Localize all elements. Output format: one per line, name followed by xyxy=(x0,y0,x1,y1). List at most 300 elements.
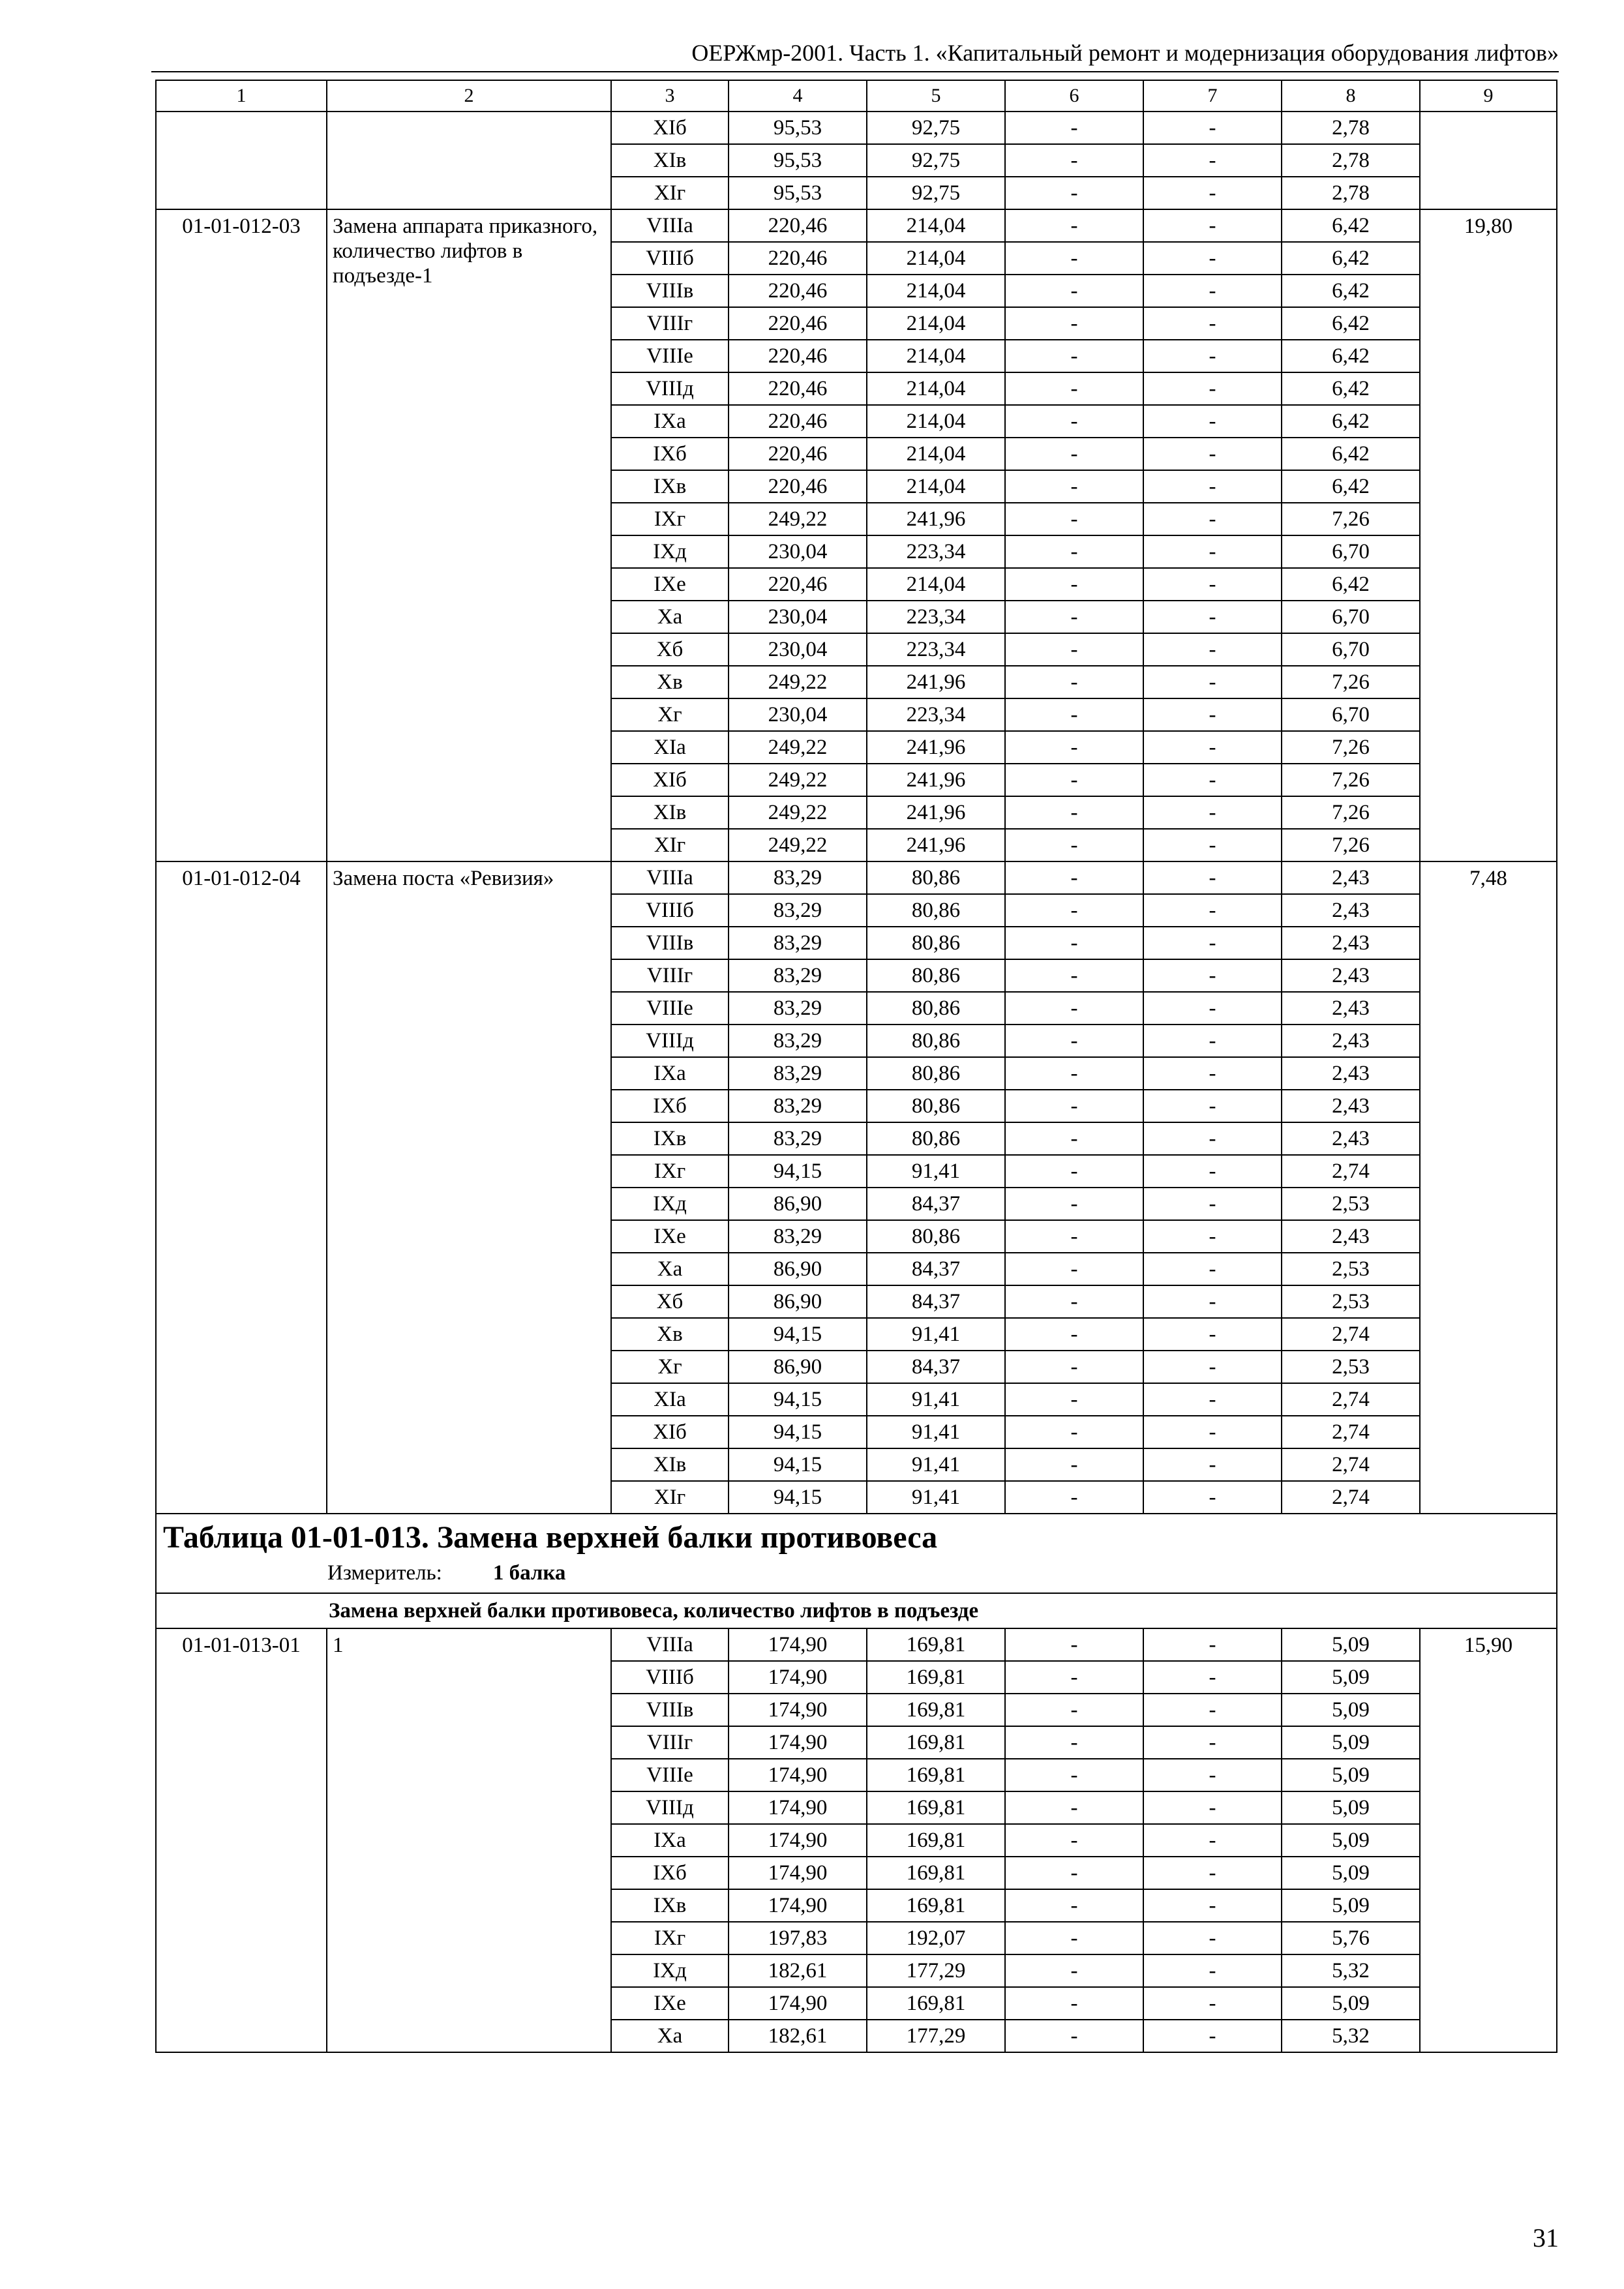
materials-cell: - xyxy=(1143,1824,1282,1857)
rate-class-cell: IXв xyxy=(611,1889,729,1922)
labor-cost-cell: 2,43 xyxy=(1282,1025,1420,1057)
total-cost-cell: 94,15 xyxy=(729,1481,867,1514)
machines-cell: - xyxy=(1005,307,1143,340)
column-number: 2 xyxy=(327,80,611,112)
wages-cell: 241,96 xyxy=(867,764,1005,796)
column-number: 3 xyxy=(611,80,729,112)
materials-cell: - xyxy=(1143,1759,1282,1791)
total-cost-cell: 174,90 xyxy=(729,1694,867,1726)
machines-cell: - xyxy=(1005,1057,1143,1090)
total-cost-cell: 197,83 xyxy=(729,1922,867,1954)
machines-cell: - xyxy=(1005,1857,1143,1889)
table-row xyxy=(156,861,1557,894)
wages-cell: 84,37 xyxy=(867,1351,1005,1383)
labor-cost-cell: 2,78 xyxy=(1282,144,1420,177)
rate-class-cell: XIг xyxy=(611,829,729,861)
total-cost-cell: 249,22 xyxy=(729,829,867,861)
machines-cell: - xyxy=(1005,340,1143,372)
labor-cost-cell: 6,70 xyxy=(1282,698,1420,731)
labor-cost-cell: 5,09 xyxy=(1282,1661,1420,1694)
wages-cell: 214,04 xyxy=(867,209,1005,242)
total-cost-cell: 220,46 xyxy=(729,405,867,438)
total-cost-cell: 220,46 xyxy=(729,372,867,405)
labor-cost-cell: 2,43 xyxy=(1282,861,1420,894)
description-cell xyxy=(327,112,611,209)
rate-class-cell: XIв xyxy=(611,1448,729,1481)
labor-cost-cell: 2,78 xyxy=(1282,112,1420,144)
labor-cost-cell: 2,74 xyxy=(1282,1383,1420,1416)
machines-cell: - xyxy=(1005,1383,1143,1416)
total-cost-cell: 249,22 xyxy=(729,731,867,764)
rate-class-cell: XIб xyxy=(611,764,729,796)
labor-cost-cell: 6,42 xyxy=(1282,405,1420,438)
materials-cell: - xyxy=(1143,1661,1282,1694)
materials-cell: - xyxy=(1143,470,1282,503)
machines-cell: - xyxy=(1005,1824,1143,1857)
rate-class-cell: XIа xyxy=(611,1383,729,1416)
rate-class-cell: Xв xyxy=(611,666,729,698)
rate-class-cell: IXд xyxy=(611,1188,729,1220)
wages-cell: 214,04 xyxy=(867,340,1005,372)
total-cost-cell: 94,15 xyxy=(729,1318,867,1351)
labor-cost-cell: 5,09 xyxy=(1282,1857,1420,1889)
machines-cell: - xyxy=(1005,601,1143,633)
machines-cell: - xyxy=(1005,1025,1143,1057)
machines-cell: - xyxy=(1005,1694,1143,1726)
total-cost-cell: 83,29 xyxy=(729,1122,867,1155)
rate-class-cell: IXб xyxy=(611,1090,729,1122)
unit-label: Измеритель: xyxy=(327,1561,442,1585)
rate-class-cell: IXа xyxy=(611,405,729,438)
materials-cell: - xyxy=(1143,307,1282,340)
rate-class-cell: Xб xyxy=(611,1285,729,1318)
materials-cell: - xyxy=(1143,1791,1282,1824)
materials-cell: - xyxy=(1143,1285,1282,1318)
wages-cell: 241,96 xyxy=(867,731,1005,764)
materials-cell: - xyxy=(1143,1253,1282,1285)
total-cost-cell: 174,90 xyxy=(729,1628,867,1661)
wages-cell: 92,75 xyxy=(867,112,1005,144)
materials-cell: - xyxy=(1143,1857,1282,1889)
machines-cell: - xyxy=(1005,1188,1143,1220)
total-cost-cell: 174,90 xyxy=(729,1661,867,1694)
labor-cost-cell: 2,43 xyxy=(1282,1220,1420,1253)
total-cost-cell: 94,15 xyxy=(729,1155,867,1188)
rate-class-cell: VIIIе xyxy=(611,1759,729,1791)
machines-cell: - xyxy=(1005,568,1143,601)
total-cost-cell: 83,29 xyxy=(729,992,867,1025)
rate-class-cell: XIг xyxy=(611,177,729,209)
rate-class-cell: VIIIг xyxy=(611,307,729,340)
labor-cost-cell: 5,09 xyxy=(1282,1791,1420,1824)
code-cell: 01-01-012-04 xyxy=(156,861,327,1514)
labor-cost-cell: 6,42 xyxy=(1282,438,1420,470)
rate-class-cell: IXг xyxy=(611,503,729,535)
rate-class-cell: IXг xyxy=(611,1922,729,1954)
materials-cell: - xyxy=(1143,1383,1282,1416)
labor-cost-cell: 7,26 xyxy=(1282,666,1420,698)
rate-class-cell: Xг xyxy=(611,698,729,731)
total-cost-cell: 220,46 xyxy=(729,307,867,340)
machines-cell: - xyxy=(1005,177,1143,209)
labor-cost-cell: 6,42 xyxy=(1282,242,1420,275)
wages-cell: 214,04 xyxy=(867,242,1005,275)
code-cell: 01-01-013-01 xyxy=(156,1628,327,2052)
rate-class-cell: XIг xyxy=(611,1481,729,1514)
materials-cell: - xyxy=(1143,1155,1282,1188)
column-number: 8 xyxy=(1282,80,1420,112)
machines-cell: - xyxy=(1005,438,1143,470)
materials-cell: - xyxy=(1143,275,1282,307)
rate-class-cell: VIIIе xyxy=(611,992,729,1025)
machines-cell: - xyxy=(1005,1351,1143,1383)
machines-cell: - xyxy=(1005,698,1143,731)
wages-cell: 169,81 xyxy=(867,1857,1005,1889)
table-row xyxy=(156,112,1557,144)
rate-class-cell: VIIIд xyxy=(611,372,729,405)
total-cell: 7,48 xyxy=(1420,861,1557,1514)
code-cell xyxy=(156,112,327,209)
rate-class-cell: XIб xyxy=(611,1416,729,1448)
wages-cell: 80,86 xyxy=(867,894,1005,927)
column-number: 4 xyxy=(729,80,867,112)
total-cost-cell: 94,15 xyxy=(729,1416,867,1448)
total-cost-cell: 174,90 xyxy=(729,1889,867,1922)
rate-class-cell: IXв xyxy=(611,470,729,503)
labor-cost-cell: 2,43 xyxy=(1282,927,1420,959)
materials-cell: - xyxy=(1143,959,1282,992)
labor-cost-cell: 5,09 xyxy=(1282,1628,1420,1661)
materials-cell: - xyxy=(1143,1726,1282,1759)
materials-cell: - xyxy=(1143,1188,1282,1220)
wages-cell: 177,29 xyxy=(867,2020,1005,2052)
labor-cost-cell: 2,43 xyxy=(1282,1057,1420,1090)
total-cost-cell: 220,46 xyxy=(729,275,867,307)
wages-cell: 80,86 xyxy=(867,1090,1005,1122)
machines-cell: - xyxy=(1005,1285,1143,1318)
total-cost-cell: 94,15 xyxy=(729,1383,867,1416)
wages-cell: 91,41 xyxy=(867,1383,1005,1416)
wages-cell: 177,29 xyxy=(867,1954,1005,1987)
wages-cell: 80,86 xyxy=(867,1220,1005,1253)
materials-cell: - xyxy=(1143,177,1282,209)
wages-cell: 84,37 xyxy=(867,1253,1005,1285)
rate-class-cell: VIIIв xyxy=(611,927,729,959)
wages-cell: 214,04 xyxy=(867,405,1005,438)
labor-cost-cell: 5,32 xyxy=(1282,2020,1420,2052)
total-cost-cell: 220,46 xyxy=(729,209,867,242)
total-cost-cell: 83,29 xyxy=(729,1090,867,1122)
running-header: ОЕРЖмр-2001. Часть 1. «Капитальный ремонт и модернизация оборудования лифтов» xyxy=(691,40,1559,66)
total-cost-cell: 174,90 xyxy=(729,1759,867,1791)
materials-cell: - xyxy=(1143,1448,1282,1481)
total-cost-cell: 86,90 xyxy=(729,1351,867,1383)
wages-cell: 214,04 xyxy=(867,470,1005,503)
labor-cost-cell: 5,09 xyxy=(1282,1889,1420,1922)
materials-cell: - xyxy=(1143,829,1282,861)
code-cell: 01-01-012-03 xyxy=(156,209,327,861)
materials-cell: - xyxy=(1143,1416,1282,1448)
wages-cell: 80,86 xyxy=(867,1057,1005,1090)
rate-class-cell: VIIIа xyxy=(611,861,729,894)
materials-cell: - xyxy=(1143,633,1282,666)
rates-table-body xyxy=(156,80,1557,2052)
wages-cell: 223,34 xyxy=(867,601,1005,633)
rate-class-cell: VIIIа xyxy=(611,1628,729,1661)
machines-cell: - xyxy=(1005,1318,1143,1351)
wages-cell: 214,04 xyxy=(867,372,1005,405)
labor-cost-cell: 2,53 xyxy=(1282,1285,1420,1318)
labor-cost-cell: 2,43 xyxy=(1282,992,1420,1025)
table-row xyxy=(156,1628,1557,1661)
wages-cell: 169,81 xyxy=(867,1759,1005,1791)
total-cost-cell: 95,53 xyxy=(729,144,867,177)
wages-cell: 169,81 xyxy=(867,1987,1005,2020)
materials-cell: - xyxy=(1143,405,1282,438)
total-cost-cell: 230,04 xyxy=(729,601,867,633)
column-number: 1 xyxy=(156,80,327,112)
unit-value: 1 балка xyxy=(492,1561,566,1585)
total-cost-cell: 83,29 xyxy=(729,959,867,992)
rate-class-cell: VIIIб xyxy=(611,894,729,927)
total-cost-cell: 83,29 xyxy=(729,927,867,959)
rate-class-cell: Xа xyxy=(611,2020,729,2052)
rate-class-cell: VIIIе xyxy=(611,340,729,372)
materials-cell: - xyxy=(1143,1090,1282,1122)
wages-cell: 214,04 xyxy=(867,568,1005,601)
labor-cost-cell: 2,74 xyxy=(1282,1416,1420,1448)
materials-cell: - xyxy=(1143,764,1282,796)
total-cost-cell: 249,22 xyxy=(729,796,867,829)
rate-class-cell: VIIIг xyxy=(611,1726,729,1759)
labor-cost-cell: 6,70 xyxy=(1282,633,1420,666)
wages-cell: 169,81 xyxy=(867,1824,1005,1857)
materials-cell: - xyxy=(1143,1057,1282,1090)
rate-class-cell: IXб xyxy=(611,438,729,470)
materials-cell: - xyxy=(1143,698,1282,731)
labor-cost-cell: 7,26 xyxy=(1282,731,1420,764)
wages-cell: 241,96 xyxy=(867,666,1005,698)
rate-class-cell: IXа xyxy=(611,1824,729,1857)
materials-cell: - xyxy=(1143,1889,1282,1922)
labor-cost-cell: 2,43 xyxy=(1282,959,1420,992)
total-cost-cell: 174,90 xyxy=(729,1791,867,1824)
total-cost-cell: 230,04 xyxy=(729,698,867,731)
materials-cell: - xyxy=(1143,535,1282,568)
labor-cost-cell: 2,43 xyxy=(1282,894,1420,927)
total-cost-cell: 220,46 xyxy=(729,470,867,503)
wages-cell: 80,86 xyxy=(867,861,1005,894)
rate-class-cell: XIа xyxy=(611,731,729,764)
machines-cell: - xyxy=(1005,1791,1143,1824)
labor-cost-cell: 6,42 xyxy=(1282,340,1420,372)
rate-class-cell: IXе xyxy=(611,568,729,601)
labor-cost-cell: 5,09 xyxy=(1282,1726,1420,1759)
materials-cell: - xyxy=(1143,209,1282,242)
rate-class-cell: IXв xyxy=(611,1122,729,1155)
wages-cell: 84,37 xyxy=(867,1285,1005,1318)
materials-cell: - xyxy=(1143,731,1282,764)
wages-cell: 91,41 xyxy=(867,1155,1005,1188)
table-title: Таблица 01-01-013. Замена верхней балки противовеса xyxy=(163,1520,938,1555)
labor-cost-cell: 5,32 xyxy=(1282,1954,1420,1987)
machines-cell: - xyxy=(1005,242,1143,275)
machines-cell: - xyxy=(1005,470,1143,503)
column-number-row xyxy=(156,80,1557,112)
materials-cell: - xyxy=(1143,2020,1282,2052)
total-cost-cell: 174,90 xyxy=(729,1857,867,1889)
total-cost-cell: 86,90 xyxy=(729,1188,867,1220)
description-cell: Замена аппарата приказного, количество лифтов в подъезде-1 xyxy=(327,209,611,861)
wages-cell: 91,41 xyxy=(867,1481,1005,1514)
materials-cell: - xyxy=(1143,1122,1282,1155)
rate-class-cell: IXе xyxy=(611,1220,729,1253)
wages-cell: 169,81 xyxy=(867,1661,1005,1694)
materials-cell: - xyxy=(1143,1025,1282,1057)
wages-cell: 80,86 xyxy=(867,1025,1005,1057)
rate-class-cell: Xг xyxy=(611,1351,729,1383)
wages-cell: 169,81 xyxy=(867,1791,1005,1824)
labor-cost-cell: 6,42 xyxy=(1282,568,1420,601)
materials-cell: - xyxy=(1143,927,1282,959)
machines-cell: - xyxy=(1005,2020,1143,2052)
total-cost-cell: 174,90 xyxy=(729,1824,867,1857)
labor-cost-cell: 6,42 xyxy=(1282,372,1420,405)
labor-cost-cell: 2,43 xyxy=(1282,1090,1420,1122)
labor-cost-cell: 2,53 xyxy=(1282,1351,1420,1383)
description-cell: Замена поста «Ревизия» xyxy=(327,861,611,1514)
total-cost-cell: 95,53 xyxy=(729,177,867,209)
machines-cell: - xyxy=(1005,1726,1143,1759)
total-cost-cell: 220,46 xyxy=(729,242,867,275)
labor-cost-cell: 2,74 xyxy=(1282,1448,1420,1481)
labor-cost-cell: 5,09 xyxy=(1282,1987,1420,2020)
machines-cell: - xyxy=(1005,1628,1143,1661)
total-cell: 19,80 xyxy=(1420,209,1557,861)
total-cost-cell: 220,46 xyxy=(729,568,867,601)
total-cost-cell: 86,90 xyxy=(729,1285,867,1318)
table-subheader-cell: Замена верхней балки противовеса, количество лифтов в подъезде xyxy=(156,1593,1557,1628)
labor-cost-cell: 6,42 xyxy=(1282,307,1420,340)
wages-cell: 169,81 xyxy=(867,1694,1005,1726)
machines-cell: - xyxy=(1005,275,1143,307)
machines-cell: - xyxy=(1005,503,1143,535)
labor-cost-cell: 6,70 xyxy=(1282,535,1420,568)
labor-cost-cell: 7,26 xyxy=(1282,503,1420,535)
rate-class-cell: IXг xyxy=(611,1155,729,1188)
total-cost-cell: 182,61 xyxy=(729,1954,867,1987)
rate-class-cell: Xа xyxy=(611,601,729,633)
rate-class-cell: XIв xyxy=(611,796,729,829)
machines-cell: - xyxy=(1005,1155,1143,1188)
rate-class-cell: VIIIб xyxy=(611,242,729,275)
labor-cost-cell: 2,74 xyxy=(1282,1481,1420,1514)
machines-cell: - xyxy=(1005,959,1143,992)
total-cost-cell: 182,61 xyxy=(729,2020,867,2052)
machines-cell: - xyxy=(1005,764,1143,796)
rate-class-cell: Xб xyxy=(611,633,729,666)
machines-cell: - xyxy=(1005,1448,1143,1481)
machines-cell: - xyxy=(1005,112,1143,144)
total-cost-cell: 220,46 xyxy=(729,438,867,470)
wages-cell: 241,96 xyxy=(867,796,1005,829)
rate-class-cell: VIIIд xyxy=(611,1791,729,1824)
rate-class-cell: XIв xyxy=(611,144,729,177)
wages-cell: 91,41 xyxy=(867,1448,1005,1481)
total-cell xyxy=(1420,112,1557,209)
machines-cell: - xyxy=(1005,1253,1143,1285)
labor-cost-cell: 2,53 xyxy=(1282,1253,1420,1285)
table-row xyxy=(156,209,1557,242)
total-cost-cell: 94,15 xyxy=(729,1448,867,1481)
total-cost-cell: 220,46 xyxy=(729,340,867,372)
rate-class-cell: VIIIа xyxy=(611,209,729,242)
wages-cell: 92,75 xyxy=(867,177,1005,209)
machines-cell: - xyxy=(1005,1122,1143,1155)
rates-table xyxy=(155,80,1557,2053)
labor-cost-cell: 2,74 xyxy=(1282,1155,1420,1188)
total-cost-cell: 83,29 xyxy=(729,861,867,894)
labor-cost-cell: 6,42 xyxy=(1282,470,1420,503)
machines-cell: - xyxy=(1005,1416,1143,1448)
total-cost-cell: 95,53 xyxy=(729,112,867,144)
total-cost-cell: 174,90 xyxy=(729,1987,867,2020)
total-cost-cell: 83,29 xyxy=(729,1025,867,1057)
machines-cell: - xyxy=(1005,1922,1143,1954)
machines-cell: - xyxy=(1005,927,1143,959)
rate-class-cell: IXд xyxy=(611,535,729,568)
machines-cell: - xyxy=(1005,992,1143,1025)
wages-cell: 192,07 xyxy=(867,1922,1005,1954)
rate-class-cell: VIIIв xyxy=(611,275,729,307)
labor-cost-cell: 2,78 xyxy=(1282,177,1420,209)
materials-cell: - xyxy=(1143,1954,1282,1987)
machines-cell: - xyxy=(1005,1661,1143,1694)
table-subheader-row xyxy=(156,1593,1557,1628)
materials-cell: - xyxy=(1143,1987,1282,2020)
machines-cell: - xyxy=(1005,633,1143,666)
materials-cell: - xyxy=(1143,666,1282,698)
machines-cell: - xyxy=(1005,1987,1143,2020)
materials-cell: - xyxy=(1143,992,1282,1025)
materials-cell: - xyxy=(1143,112,1282,144)
materials-cell: - xyxy=(1143,1318,1282,1351)
machines-cell: - xyxy=(1005,861,1143,894)
labor-cost-cell: 6,70 xyxy=(1282,601,1420,633)
wages-cell: 214,04 xyxy=(867,307,1005,340)
labor-cost-cell: 2,74 xyxy=(1282,1318,1420,1351)
machines-cell: - xyxy=(1005,1090,1143,1122)
total-cell: 15,90 xyxy=(1420,1628,1557,2052)
materials-cell: - xyxy=(1143,1351,1282,1383)
rate-class-cell: VIIIв xyxy=(611,1694,729,1726)
machines-cell: - xyxy=(1005,405,1143,438)
wages-cell: 169,81 xyxy=(867,1726,1005,1759)
labor-cost-cell: 7,26 xyxy=(1282,796,1420,829)
labor-cost-cell: 2,53 xyxy=(1282,1188,1420,1220)
wages-cell: 92,75 xyxy=(867,144,1005,177)
wages-cell: 241,96 xyxy=(867,829,1005,861)
wages-cell: 214,04 xyxy=(867,438,1005,470)
total-cost-cell: 249,22 xyxy=(729,666,867,698)
wages-cell: 223,34 xyxy=(867,698,1005,731)
wages-cell: 91,41 xyxy=(867,1416,1005,1448)
machines-cell: - xyxy=(1005,1889,1143,1922)
labor-cost-cell: 6,42 xyxy=(1282,275,1420,307)
materials-cell: - xyxy=(1143,1694,1282,1726)
labor-cost-cell: 5,76 xyxy=(1282,1922,1420,1954)
materials-cell: - xyxy=(1143,242,1282,275)
